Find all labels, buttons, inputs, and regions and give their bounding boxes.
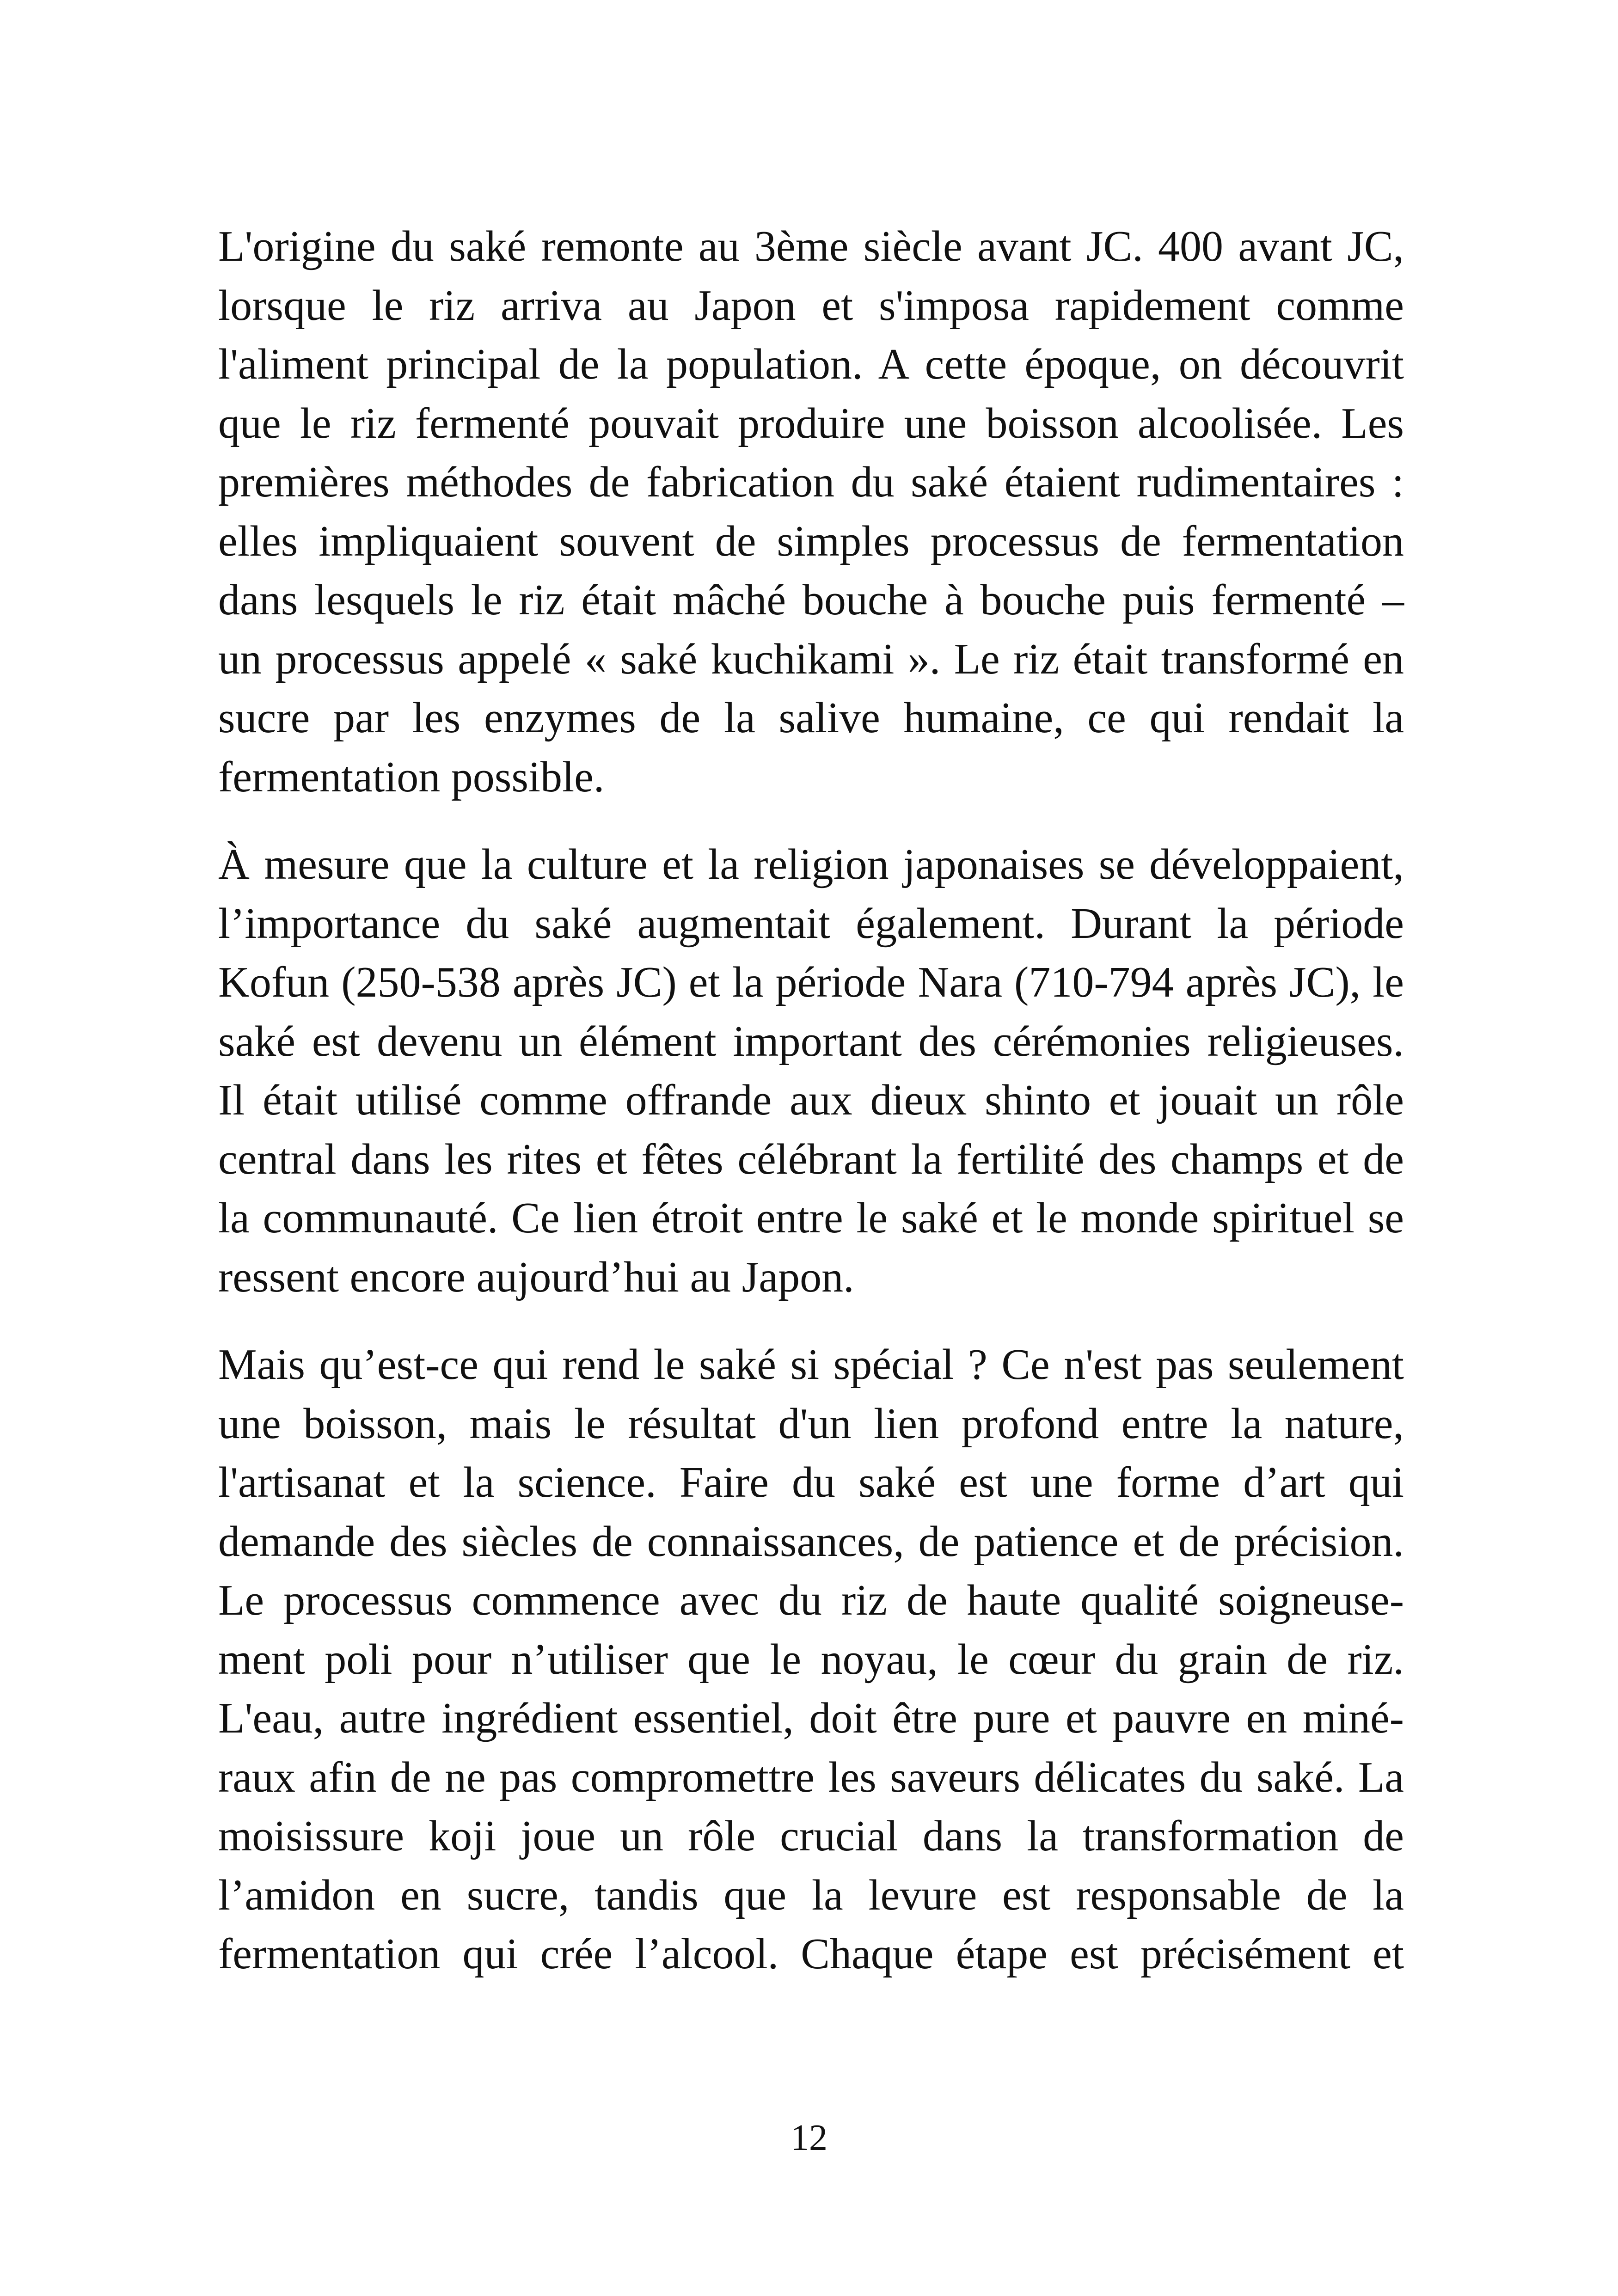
text-line: un processus appelé « saké kuchikami ». Le riz était transformé en <box>218 635 1404 683</box>
text-line: Il était utilisé comme offrande aux dieux shinto et jouait un rôle <box>218 1076 1404 1124</box>
text-line: raux afin de ne pas compromettre les saveurs délicates du saké. La <box>218 1753 1404 1801</box>
text-line: sucre par les enzymes de la salive humaine, ce qui rendait la <box>218 694 1404 742</box>
text-line: Kofun (250-538 après JC) et la période Nara (710-794 après JC), le <box>218 958 1404 1006</box>
text-line: À mesure que la culture et la religion japonaises se développaient, <box>218 840 1404 888</box>
text-line: une boisson, mais le résultat d'un lien profond entre la nature, <box>218 1399 1404 1448</box>
text-line: fermentation qui crée l’alcool. Chaque étape est précisément et <box>218 1930 1404 1978</box>
text-line: saké est devenu un élément important des cérémonies religieuses. <box>218 1017 1404 1065</box>
text-line: lorsque le riz arriva au Japon et s'imposa rapidement comme <box>218 281 1404 330</box>
body-text <box>218 217 1404 1984</box>
text-line: Mais qu’est-ce qui rend le saké si spécial ? Ce n'est pas seulement <box>218 1341 1404 1389</box>
text-line: dans lesquels le riz était mâché bouche à bouche puis fermenté – <box>218 576 1404 624</box>
text-line: Le processus commence avec du riz de haute qualité soigneuse- <box>218 1576 1404 1624</box>
paragraph-spacer <box>218 1307 1404 1335</box>
text-line: l'artisanat et la science. Faire du saké est une forme d’art qui <box>218 1458 1404 1506</box>
text-line: que le riz fermenté pouvait produire une boisson alcoolisée. Les <box>218 399 1404 447</box>
text-line: premières méthodes de fabrication du saké étaient rudimentaires : <box>218 458 1404 506</box>
text-line: fermentation possible. <box>218 753 605 801</box>
text-line: central dans les rites et fêtes célébrant la fertilité des champs et de <box>218 1135 1404 1183</box>
paragraph-1 <box>218 217 1404 807</box>
page-number: 12 <box>791 2118 827 2158</box>
text-line: l’importance du saké augmentait également. Durant la période <box>218 899 1404 948</box>
text-line: l’amidon en sucre, tandis que la levure est responsable de la <box>218 1871 1404 1919</box>
text-line: L'origine du saké remonte au 3ème siècle avant JC. 400 avant JC, <box>218 222 1404 270</box>
paragraph-3 <box>218 1335 1404 1984</box>
text-line: l'aliment principal de la population. A cette époque, on découvrit <box>218 340 1404 388</box>
text-line: elles impliquaient souvent de simples processus de fermentation <box>218 517 1404 565</box>
text-line: demande des siècles de connaissances, de patience et de précision. <box>218 1517 1404 1566</box>
text-line: la communauté. Ce lien étroit entre le saké et le monde spirituel se <box>218 1194 1404 1242</box>
text-line: L'eau, autre ingrédient essentiel, doit être pure et pauvre en miné- <box>218 1694 1404 1742</box>
paragraph-spacer <box>218 807 1404 835</box>
text-line: ment poli pour n’utiliser que le noyau, le cœur du grain de riz. <box>218 1635 1404 1684</box>
text-line: moisissure koji joue un rôle crucial dans la transformation de <box>218 1812 1404 1860</box>
paragraph-2 <box>218 835 1404 1307</box>
text-line: ressent encore aujourd’hui au Japon. <box>218 1253 854 1301</box>
